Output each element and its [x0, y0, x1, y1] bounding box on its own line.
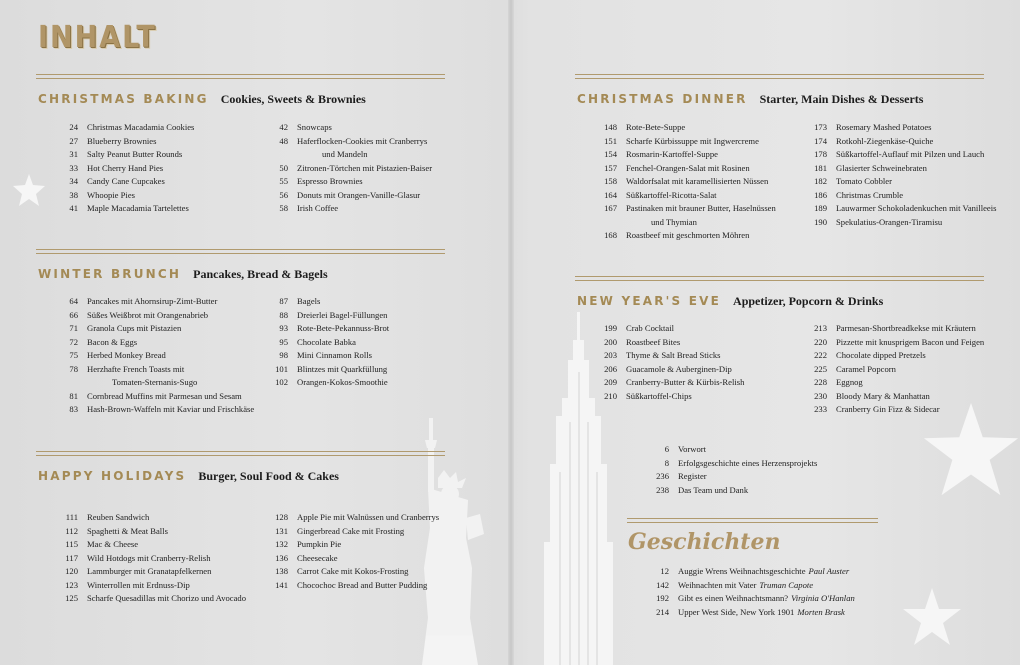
section-heading-newyear: [577, 294, 883, 309]
entry-title: Whoopie Pies: [87, 189, 135, 200]
entry-title: Pizzette mit knusprigem Bacon und Feigen: [836, 336, 985, 347]
page-number: 115: [65, 539, 78, 549]
page-number: 83: [69, 404, 78, 414]
page-number: 230: [814, 390, 827, 401]
entry-title: Spekulatius-Orangen-Tiramisu: [836, 216, 943, 227]
entry-title: Chocochoc Bread and Butter Pudding: [297, 579, 428, 590]
entry-title: Bloody Mary & Manhattan: [836, 390, 930, 401]
page-number: 125: [65, 593, 78, 603]
toc-entry: [268, 552, 439, 566]
entry-title: Bagels: [297, 296, 321, 306]
toc-entry: [807, 189, 996, 203]
toc-entry: [807, 162, 996, 176]
page-number: 71: [69, 323, 78, 333]
entry-title: Rosemary Mashed Potatoes: [836, 122, 932, 132]
page-number: 228: [814, 377, 827, 387]
entry-title: Süßkartoffel-Auflauf mit Pilzen und Lauch: [836, 149, 985, 159]
section-category: CHRISTMAS BAKING: [38, 92, 209, 106]
page-number: 199: [604, 323, 617, 333]
entry-title: Haferflocken-Cookies mit Cranberrys: [297, 135, 428, 146]
toc-entry: [597, 229, 776, 243]
toc-column: [268, 295, 389, 390]
page-number: 50: [279, 162, 288, 173]
toc-entry: [649, 592, 855, 606]
entry-title: Rote-Bete-Pekannuss-Brot: [297, 323, 390, 333]
toc-entry: [58, 565, 246, 579]
entry-title: Rotkohl-Ziegenkäse-Quiche: [836, 135, 934, 146]
page-number: 181: [814, 162, 827, 173]
section-category: WINTER BRUNCH: [38, 267, 182, 281]
toc-entry: [597, 135, 776, 149]
page-number: 42: [279, 122, 288, 132]
toc-entry: [58, 363, 254, 377]
page-number: 173: [814, 122, 827, 132]
section-rule: [36, 451, 445, 456]
toc-entry: [58, 135, 194, 149]
entry-title: Register: [678, 471, 707, 481]
toc-column: [58, 121, 194, 216]
page-number: [58, 376, 78, 390]
page-title: INHALT: [38, 20, 157, 55]
page-number: 98: [279, 350, 288, 360]
page-number: 186: [814, 189, 827, 200]
entry-title: Parmesan-Shortbreadkekse mit Kräutern: [836, 323, 976, 333]
entry-title: Pumpkin Pie: [297, 539, 342, 549]
toc-entry: [58, 525, 246, 539]
page-number: 101: [275, 363, 288, 374]
page-number: 222: [814, 350, 827, 360]
page-number: 95: [279, 336, 288, 347]
story-author: Virginia O'Hanlan: [791, 593, 855, 603]
page-number: 182: [814, 176, 827, 186]
toc-entry: [597, 322, 744, 336]
entry-title: Fenchel-Orangen-Salat mit Rosinen: [626, 162, 750, 173]
section-rule: [575, 74, 984, 79]
page-number: 200: [604, 336, 617, 347]
page-number: 131: [275, 525, 288, 536]
section-heading-baking: [38, 92, 366, 107]
entry-title: Gibt es einen Weihnachtsmann?: [678, 593, 789, 603]
entry-title: Zitronen-Törtchen mit Pistazien-Baiser: [297, 162, 433, 173]
page-number: 174: [814, 135, 827, 146]
toc-entry: [597, 390, 744, 404]
toc-entry: [58, 592, 246, 606]
page-number: 209: [604, 377, 617, 387]
toc-entry: [597, 162, 776, 176]
entry-title: Hot Cherry Hand Pies: [87, 162, 164, 173]
toc-entry: [807, 216, 996, 230]
toc-entry: [807, 376, 984, 390]
toc-entry: [807, 390, 984, 404]
page-number: 233: [814, 404, 827, 414]
entry-title: Reuben Sandwich: [87, 512, 150, 522]
toc-entry: [268, 175, 432, 189]
page-number: 164: [604, 189, 617, 200]
stories-list: [649, 565, 855, 619]
page-number: 27: [69, 135, 78, 146]
toc-entry: [649, 484, 817, 498]
toc-column: [268, 121, 432, 216]
page-number: 203: [604, 350, 617, 360]
section-subtitle: Starter, Main Dishes & Desserts: [759, 92, 924, 106]
toc-entry: [58, 403, 254, 417]
toc-entry: [807, 336, 984, 350]
toc-entry: [268, 135, 432, 149]
toc-entry: [58, 538, 246, 552]
entry-title: Caramel Popcorn: [836, 363, 896, 374]
page-number: 8: [664, 457, 669, 468]
page-number: 136: [275, 552, 288, 563]
entry-title: Roastbeef Bites: [626, 336, 681, 347]
entry-title: Cheesecake: [297, 552, 338, 563]
page-number: 213: [814, 323, 827, 333]
toc-entry: [268, 525, 439, 539]
toc-entry: [649, 470, 817, 484]
page-number: 220: [814, 336, 827, 347]
entry-title: Lammburger mit Granatapfelkernen: [87, 566, 212, 576]
toc-entry: [807, 175, 996, 189]
stories-heading: Geschichten: [628, 529, 781, 555]
toc-entry: [597, 336, 744, 350]
section-subtitle: Appetizer, Popcorn & Drinks: [733, 294, 884, 308]
entry-title: Glasierter Schweinebraten: [836, 162, 927, 173]
page-number: 142: [656, 579, 669, 590]
story-author: Morten Brask: [797, 606, 845, 617]
page-number: 120: [65, 566, 78, 576]
entry-title: Mac & Cheese: [87, 539, 139, 549]
toc-entry: [58, 148, 194, 162]
toc-entry: [807, 349, 984, 363]
entry-title: Espresso Brownies: [297, 176, 363, 186]
entry-title: Chocolate Babka: [297, 336, 356, 347]
toc-entry: [58, 511, 246, 525]
entry-title: Irish Coffee: [297, 203, 339, 213]
entry-title: Blintzes mit Quarkfüllung: [297, 363, 388, 374]
page-number: 87: [279, 296, 288, 306]
page-number: 138: [275, 566, 288, 576]
entry-title: Crab Cocktail: [626, 323, 674, 333]
section-heading-dinner: [577, 92, 923, 107]
page-number: 78: [69, 363, 78, 374]
entry-title: Tomaten-Sternanis-Sugo: [112, 377, 198, 387]
entry-title: Süßkartoffel-Chips: [626, 390, 692, 401]
entry-title: Chocolate dipped Pretzels: [836, 350, 926, 360]
entry-title: Pancakes mit Ahornsirup-Zimt-Butter: [87, 296, 218, 306]
section-rule: [36, 74, 445, 79]
page-number: 238: [656, 484, 669, 495]
section-rule: [627, 518, 878, 523]
toc-entry: [807, 202, 996, 216]
entry-title: Dreierlei Bagel-Füllungen: [297, 309, 388, 320]
page-number: 132: [275, 539, 288, 549]
page-number: [268, 148, 288, 162]
page-number: 117: [65, 552, 78, 563]
toc-entry: [268, 121, 432, 135]
page-number: 48: [279, 135, 288, 146]
toc-entry: [268, 363, 389, 377]
toc-entry: [58, 189, 194, 203]
entry-title: Süßes Weißbrot mit Orangenabrieb: [87, 309, 209, 320]
entry-title: Erfolgsgeschichte eines Herzensprojekts: [678, 457, 818, 468]
toc-entry: [268, 189, 432, 203]
page-number: 6: [664, 444, 669, 454]
entry-title: Christmas Macadamia Cookies: [87, 122, 195, 132]
toc-entry: [268, 565, 439, 579]
toc-entry: [268, 538, 439, 552]
entry-title: Waldorfsalat mit karamellisierten Nüssen: [626, 176, 769, 186]
toc-entry: [58, 309, 254, 323]
entry-title: Spaghetti & Meat Balls: [87, 525, 168, 536]
toc-entry: [597, 363, 744, 377]
toc-entry: [649, 443, 817, 457]
toc-entry: [807, 148, 996, 162]
toc-entry: [268, 148, 432, 162]
entry-title: Auggie Wrens Weihnachtsgeschichte: [678, 566, 806, 576]
section-heading-holidays: [38, 469, 339, 484]
toc-entry: [58, 349, 254, 363]
entry-title: Snowcaps: [297, 122, 332, 132]
toc-column: [597, 121, 776, 243]
toc-entry: [597, 216, 776, 230]
page-number: 178: [814, 149, 827, 159]
page-number: 168: [604, 230, 617, 240]
toc-entry: [597, 202, 776, 216]
page-number: 34: [69, 176, 78, 186]
entry-title: Süßkartoffel-Ricotta-Salat: [626, 189, 717, 200]
entry-title: Christmas Crumble: [836, 189, 904, 200]
entry-title: Upper West Side, New York 1901: [678, 606, 795, 617]
page-number: 225: [814, 363, 827, 374]
page-number: 93: [279, 323, 288, 333]
page-number: [597, 216, 617, 230]
toc-entry: [268, 309, 389, 323]
toc-entry: [58, 322, 254, 336]
page-number: 190: [814, 216, 827, 227]
toc-column: [807, 322, 984, 417]
page-number: 31: [69, 149, 78, 159]
page-number: 148: [604, 122, 617, 132]
toc-column: [597, 322, 744, 403]
star-icon: [900, 586, 964, 650]
entry-title: Granola Cups mit Pistazien: [87, 323, 182, 333]
entry-title: und Thymian: [651, 216, 697, 227]
toc-entry: [268, 579, 439, 593]
entry-title: Roastbeef mit geschmorten Möhren: [626, 230, 750, 240]
story-author: Paul Auster: [808, 566, 850, 576]
entry-title: Hash-Brown-Waffeln mit Kaviar und Frischkäse: [87, 404, 255, 414]
entry-title: Das Team und Dank: [678, 484, 749, 495]
entry-title: Cranberry Gin Fizz & Sidecar: [836, 404, 940, 414]
toc-entry: [268, 322, 389, 336]
page-number: 24: [69, 122, 78, 132]
entry-title: Pastinaken mit brauner Butter, Haselnüssen: [626, 203, 776, 213]
page-number: 66: [69, 309, 78, 320]
toc-entry: [268, 202, 432, 216]
entry-title: Thyme & Salt Bread Sticks: [626, 350, 721, 360]
entry-title: Winterrollen mit Erdnuss-Dip: [87, 579, 190, 590]
entry-title: Donuts mit Orangen-Vanille-Glasur: [297, 189, 421, 200]
story-author: Truman Capote: [759, 579, 814, 590]
toc-column: [807, 121, 996, 229]
toc-entry: [58, 390, 254, 404]
page-number: 167: [604, 203, 617, 213]
page-number: 55: [279, 176, 288, 186]
entry-title: Lauwarmer Schokoladenkuchen mit Vanilleeis: [836, 203, 997, 213]
page-number: 64: [69, 296, 78, 306]
page-number: 151: [604, 135, 617, 146]
extras-list: [649, 443, 817, 497]
section-rule: [575, 276, 984, 281]
page-number: 141: [275, 579, 288, 590]
page-number: 81: [69, 390, 78, 401]
page-number: 102: [275, 377, 288, 387]
toc-entry: [807, 363, 984, 377]
section-category: NEW YEAR'S EVE: [577, 294, 722, 308]
entry-title: und Mandeln: [322, 149, 368, 159]
entry-title: Guacamole & Auberginen-Dip: [626, 363, 732, 374]
entry-title: Rote-Bete-Suppe: [626, 122, 686, 132]
page-number: 58: [279, 203, 288, 213]
page-number: 189: [814, 203, 827, 213]
toc-entry: [649, 606, 855, 620]
page-number: 72: [69, 336, 78, 347]
toc-entry: [597, 189, 776, 203]
entry-title: Candy Cane Cupcakes: [87, 176, 165, 186]
toc-entry: [58, 202, 194, 216]
entry-title: Vorwort: [678, 444, 707, 454]
entry-title: Gingerbread Cake mit Frosting: [297, 525, 405, 536]
toc-entry: [58, 121, 194, 135]
page-number: 12: [660, 566, 669, 576]
page-number: 41: [69, 203, 78, 213]
toc-entry: [649, 565, 855, 579]
section-subtitle: Pancakes, Bread & Bagels: [193, 267, 328, 281]
entry-title: Blueberry Brownies: [87, 135, 157, 146]
entry-title: Tomato Cobbler: [836, 176, 892, 186]
toc-entry: [807, 135, 996, 149]
entry-title: Salty Peanut Butter Rounds: [87, 149, 183, 159]
toc-column: [58, 511, 246, 606]
entry-title: Scharfe Quesadillas mit Chorizo und Avocado: [87, 593, 247, 603]
toc-entry: [58, 162, 194, 176]
page-number: 112: [65, 525, 78, 536]
page-number: 206: [604, 363, 617, 374]
toc-entry: [597, 376, 744, 390]
toc-entry: [268, 162, 432, 176]
page-number: 210: [604, 390, 617, 401]
page-number: 158: [604, 176, 617, 186]
toc-entry: [807, 121, 996, 135]
page-number: 128: [275, 512, 288, 522]
entry-title: Maple Macadamia Tartelettes: [87, 203, 189, 213]
toc-entry: [807, 322, 984, 336]
page-number: 157: [604, 162, 617, 173]
toc-entry: [597, 349, 744, 363]
toc-column: [268, 511, 439, 592]
page-number: 33: [69, 162, 78, 173]
toc-entry: [58, 175, 194, 189]
entry-title: Orangen-Kokos-Smoothie: [297, 377, 388, 387]
book-spine: [508, 0, 514, 665]
section-rule: [36, 249, 445, 254]
section-heading-brunch: [38, 267, 328, 282]
entry-title: Cranberry-Butter & Kürbis-Relish: [626, 377, 745, 387]
toc-entry: [58, 376, 254, 390]
section-subtitle: Cookies, Sweets & Brownies: [220, 92, 366, 106]
entry-title: Herzhafte French Toasts mit: [87, 363, 185, 374]
page-number: 38: [69, 189, 78, 200]
section-subtitle: Burger, Soul Food & Cakes: [198, 469, 339, 483]
entry-title: Wild Hotdogs mit Cranberry-Relish: [87, 552, 211, 563]
entry-title: Carrot Cake mit Kokos-Frosting: [297, 566, 409, 576]
page-number: 56: [279, 189, 288, 200]
entry-title: Rosmarin-Kartoffel-Suppe: [626, 149, 718, 159]
toc-entry: [807, 403, 984, 417]
page-number: 236: [656, 471, 669, 481]
page-number: 154: [604, 149, 617, 159]
entry-title: Herbed Monkey Bread: [87, 350, 166, 360]
toc-entry: [268, 295, 389, 309]
toc-entry: [597, 148, 776, 162]
entry-title: Apple Pie mit Walnüssen und Cranberrys: [297, 512, 440, 522]
toc-entry: [58, 552, 246, 566]
page-number: 192: [656, 593, 669, 603]
entry-title: Bacon & Eggs: [87, 336, 138, 347]
page-number: 214: [656, 606, 669, 617]
page-number: 88: [279, 309, 288, 320]
section-category: HAPPY HOLIDAYS: [38, 469, 187, 483]
toc-entry: [597, 121, 776, 135]
entry-title: Eggnog: [836, 377, 863, 387]
entry-title: Cornbread Muffins mit Parmesan und Sesam: [87, 390, 242, 401]
entry-title: Weihnachten mit Vater: [678, 579, 757, 590]
toc-entry: [649, 457, 817, 471]
toc-entry: [268, 511, 439, 525]
toc-entry: [58, 295, 254, 309]
toc-entry: [58, 579, 246, 593]
toc-entry: [268, 336, 389, 350]
page-number: 111: [65, 512, 78, 522]
toc-entry: [268, 349, 389, 363]
star-icon: [10, 172, 48, 210]
toc-column: [58, 295, 254, 417]
toc-entry: [597, 175, 776, 189]
toc-entry: [268, 376, 389, 390]
entry-title: Scharfe Kürbissuppe mit Ingwercreme: [626, 135, 759, 146]
toc-entry: [649, 579, 855, 593]
entry-title: Mini Cinnamon Rolls: [297, 350, 372, 360]
toc-entry: [58, 336, 254, 350]
page-number: 123: [65, 579, 78, 590]
page-number: 75: [69, 350, 78, 360]
section-category: CHRISTMAS DINNER: [577, 92, 748, 106]
